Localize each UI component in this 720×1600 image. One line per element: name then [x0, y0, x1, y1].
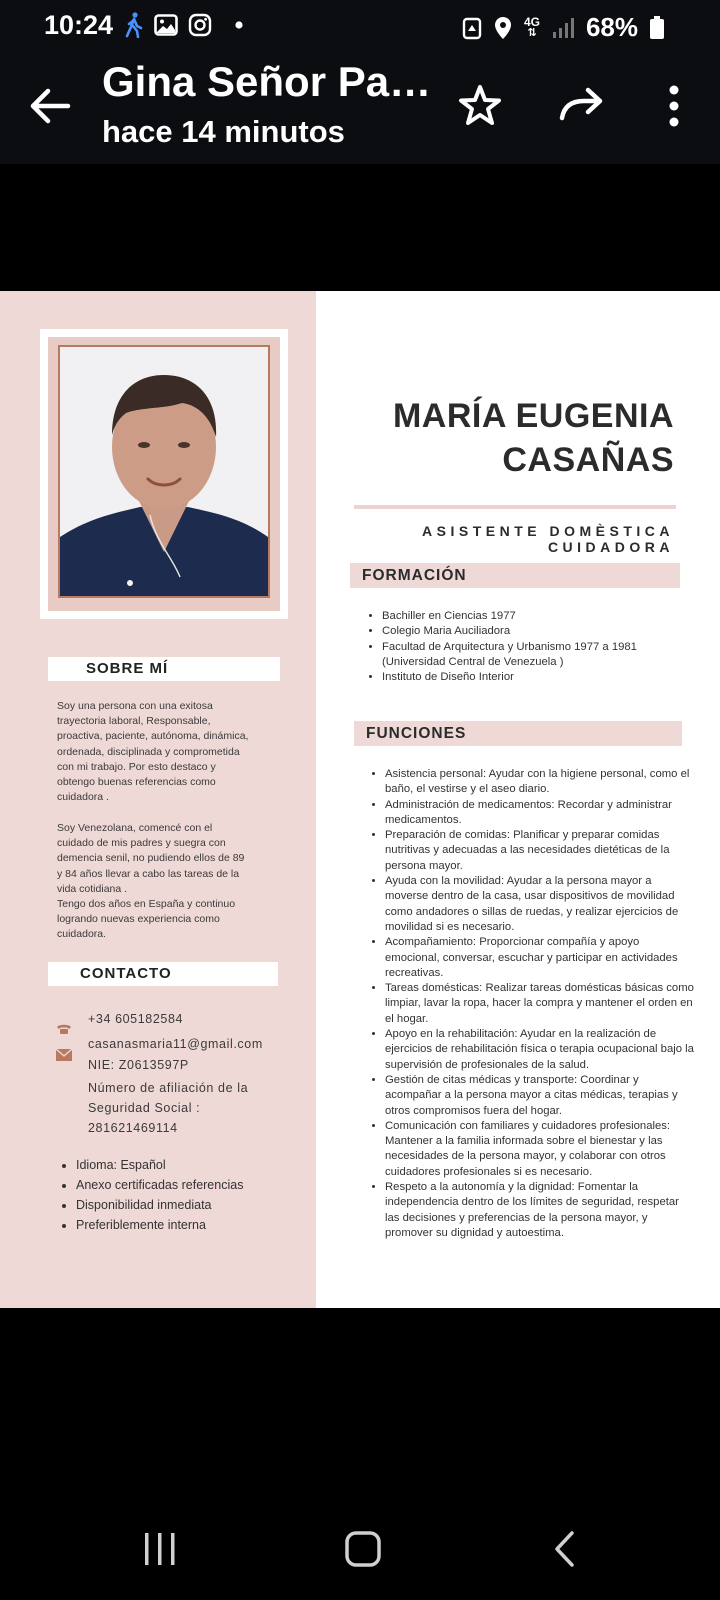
recycle-icon	[462, 16, 482, 40]
recents-icon[interactable]	[142, 1530, 178, 1568]
education-heading: FORMACIÓN	[350, 563, 680, 588]
portrait-illustration	[60, 347, 268, 596]
list-item: • Preferiblemente interna	[76, 1215, 243, 1235]
back-icon[interactable]	[552, 1530, 578, 1568]
navigation-bar	[0, 1500, 720, 1600]
resume-name-line-1: MARÍA EUGENIA	[392, 397, 674, 435]
list-item: • Tareas domésticas: Realizar tareas domésticas básicas como limpiar, lavar la ropa, hacer la compra y mantener el orden en el hogar.	[385, 981, 695, 1027]
conversation-title: Gina Señor Pa…	[102, 58, 432, 105]
instagram-icon	[188, 13, 212, 37]
social-security-label-2: Seguridad Social :	[88, 1101, 201, 1115]
home-icon[interactable]	[344, 1530, 382, 1568]
data-arrows-icon: ⇅	[527, 27, 537, 39]
list-item: • Ayuda con la movilidad: Ayudar a la persona mayor a moverse dentro de la casa, usar dispositivos de movilidad como andadores o sillas de ruedas, y realizar ejercicios de movilidad si es necesario.	[385, 874, 695, 935]
social-security-number: 281621469114	[88, 1121, 178, 1135]
more-vert-icon[interactable]	[650, 82, 698, 130]
list-item: • Asistencia personal: Ayudar con la higiene personal, como el baño, el vestirse y el aseo diario.	[385, 767, 695, 798]
list-item: • Colegio Maria Auciliadora	[382, 624, 698, 639]
list-item: • Disponibilidad inmediata	[76, 1195, 243, 1215]
battery-percent: 68%	[585, 12, 638, 42]
about-paragraph-1: Soy una persona con una exitosa trayectoria laboral, Responsable, proactiva, paciente, autónoma, dinámica, ordenada, disciplinada y comprometida con mi trabajo. Por esto destaco y obtengo buenas referencias como cuidadora .	[57, 700, 249, 804]
network-4g-icon	[524, 16, 540, 39]
list-item: • Anexo certificadas referencias	[76, 1175, 243, 1195]
functions-heading: FUNCIONES	[354, 721, 682, 746]
about-heading: SOBRE MÍ	[48, 657, 280, 681]
functions-list	[368, 767, 695, 1241]
share-icon[interactable]	[558, 82, 606, 130]
contact-nie: NIE: Z0613597P	[88, 1058, 189, 1072]
gallery-icon	[154, 14, 178, 36]
list-item: • Bachiller en Ciencias 1977	[382, 609, 698, 624]
back-arrow-icon[interactable]	[28, 84, 72, 128]
list-item: • Acompañamiento: Proporcionar compañía y apoyo emocional, conversar, escuchar y participar en actividades recreativas.	[385, 935, 695, 981]
star-icon[interactable]	[456, 82, 504, 130]
list-item: • Facultad de Arquitectura y Urbanismo 1977 a 1981 (Universidad Central de Venezuela )	[382, 640, 698, 671]
list-item: • Administración de medicamentos: Recordar y administrar medicamentos.	[385, 798, 695, 829]
status-time: 10:24	[44, 10, 114, 40]
phone-icon	[56, 1023, 72, 1035]
list-item: • Apoyo en la rehabilitación: Ayudar en la realización de ejercicios de rehabilitación física o terapia ocupacional bajo la supervisión de profesionales de la salud.	[385, 1027, 695, 1073]
list-item: • Gestión de citas médicas y transporte: Coordinar y acompañar a la persona mayor a citas médicas, terapias y otros compromisos fuera del hogar.	[385, 1073, 695, 1119]
signal-icon	[552, 17, 574, 39]
list-item: • Preparación de comidas: Planificar y preparar comidas nutritivas y adecuadas a las necesidades dietéticas de la persona mayor.	[385, 828, 695, 874]
extra-info-list	[56, 1155, 243, 1235]
status-bar	[0, 0, 720, 54]
dot-icon	[222, 13, 248, 37]
notification-icons	[124, 12, 248, 38]
timestamp: hace 14 minutos	[102, 114, 345, 149]
app-header	[0, 0, 720, 164]
role-line-1: ASISTENTE DOMÈSTICA	[422, 523, 674, 539]
list-item: • Instituto de Diseño Interior	[382, 670, 698, 685]
list-item: • Idioma: Español	[76, 1155, 243, 1175]
education-list	[364, 609, 698, 685]
name-divider	[354, 505, 676, 509]
contact-phone: +34 605182584	[88, 1012, 184, 1026]
resume-name-line-2: CASAÑAS	[502, 441, 674, 479]
battery-icon	[650, 16, 664, 40]
role-line-2: CUIDADORA	[547, 539, 674, 555]
profile-photo	[58, 345, 270, 598]
contact-heading: CONTACTO	[48, 962, 278, 986]
about-paragraph-2: Soy Venezolana, comencé con el cuidado de mis padres y suegra con demencia senil, no pudiendo ellos de 89 y 84 años llevar a cabo las tareas de la vida cotidiana . Tengo dos años en España y continuo logrando nuevas experiencia como cuidadora.	[57, 822, 245, 941]
system-icons	[462, 12, 664, 43]
location-icon	[494, 16, 512, 40]
walk-icon	[124, 12, 144, 38]
contact-email: casanasmaria11@gmail.com	[88, 1037, 263, 1051]
email-icon	[56, 1049, 72, 1061]
resume-image[interactable]	[0, 291, 720, 1308]
list-item: • Comunicación con familiares y cuidadores profesionales: Mantener a la familia informada sobre el bienestar y las necesidades de la persona mayor, y colaborar con otros cuidadores profesionales si es necesario.	[385, 1119, 695, 1180]
network-type-label: 4G	[523, 15, 540, 29]
list-item: • Respeto a la autonomía y la dignidad: Fomentar la independencia dentro de los límites de seguridad, respetar las decisiones y preferencias de la persona mayor, y promover su dignidad y autoestima.	[385, 1180, 695, 1241]
social-security-label-1: Número de afiliación de la	[88, 1081, 249, 1095]
